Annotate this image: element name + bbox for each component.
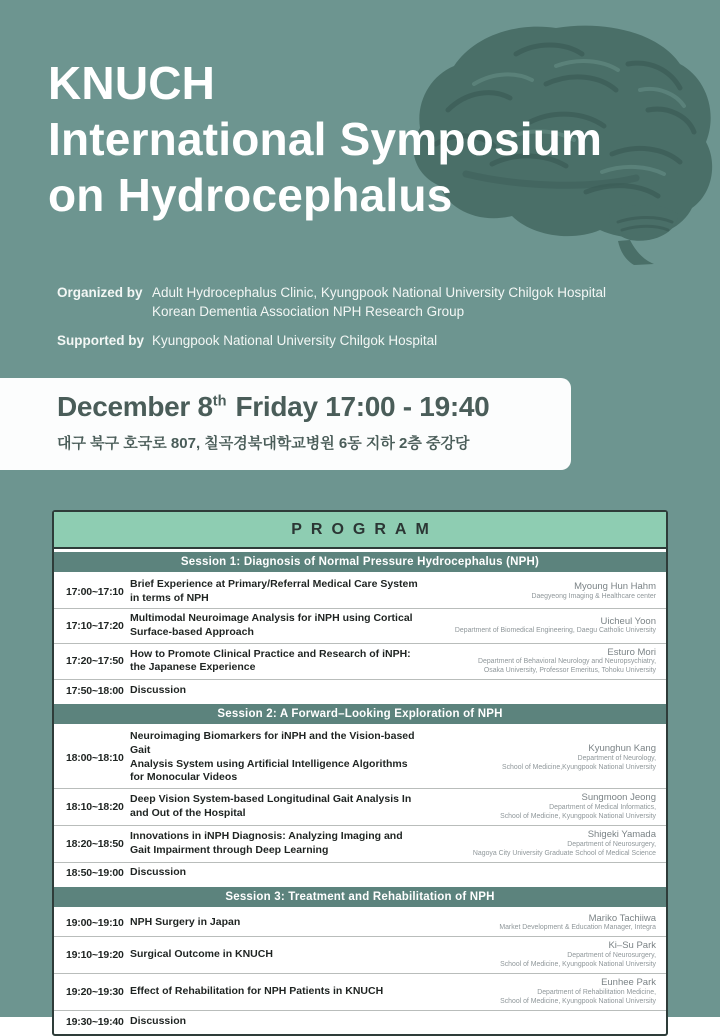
row-title-line: Discussion xyxy=(130,684,187,697)
row-time: 19:00~19:10 xyxy=(66,916,124,929)
affiliation-line: Department of Biomedical Engineering, Daegu Catholic University xyxy=(454,627,656,635)
program-row xyxy=(54,788,666,825)
affiliation-line: Department of Behavioral Neurology and Neuropsychiatry, xyxy=(478,658,656,666)
row-title-line: Surgical Outcome in KNUCH xyxy=(130,948,273,961)
affiliation-line: Osaka University, Professor Emeritus, Tohoku University xyxy=(483,667,656,675)
row-title xyxy=(130,1015,428,1029)
speaker-affiliation xyxy=(428,989,656,1007)
program-row xyxy=(54,608,666,642)
speaker-name: Mariko Tachiiwa xyxy=(588,912,656,924)
program-row xyxy=(54,973,666,1010)
row-time: 18:50~19:00 xyxy=(66,867,124,880)
speaker-affiliation xyxy=(428,841,656,859)
title-line: on Hydrocephalus xyxy=(48,169,453,222)
event-date xyxy=(57,391,571,423)
program-row xyxy=(54,936,666,973)
credit-entry xyxy=(57,332,606,351)
row-title-line: Discussion xyxy=(130,866,187,879)
speaker-name: Sungmoon Jeong xyxy=(581,791,656,803)
row-speaker xyxy=(428,616,656,637)
row-title-line: Discussion xyxy=(130,1014,187,1027)
affiliation-line: Department of Neurology, xyxy=(577,754,656,762)
event-info-band xyxy=(0,378,571,470)
speaker-name: Shigeki Yamada xyxy=(587,828,656,840)
session-header-3: Session 3: Treatment and Rehabilitation of NPH xyxy=(54,887,666,907)
credit-line: Korean Dementia Association NPH Research Group xyxy=(152,303,465,319)
program-row xyxy=(54,575,666,608)
row-title-line: Neuroimaging Biomarkers for iNPH and the Vision-based Gait xyxy=(130,730,415,757)
credit-lines xyxy=(152,284,606,321)
row-speaker xyxy=(428,581,656,602)
credit-label: Supported by xyxy=(57,333,144,349)
affiliation-line: Department of Rehabilitation Medicine, xyxy=(537,989,656,997)
session-header-1: Session 1: Diagnosis of Normal Pressure Hydrocephalus (NPH) xyxy=(54,552,666,572)
row-title-line: Multimodal Neuroimage Analysis for iNPH using Cortical Surface-based Approach xyxy=(130,612,413,638)
row-time: 19:10~19:20 xyxy=(66,949,124,962)
program-table xyxy=(52,510,668,1036)
row-time: 19:30~19:40 xyxy=(66,1015,124,1028)
program-row xyxy=(54,862,666,884)
title-line: International Symposium xyxy=(48,113,603,166)
speaker-affiliation xyxy=(428,952,656,970)
speaker-name: Kyunghun Kang xyxy=(588,742,656,754)
affiliation-line: School of Medicine, Kyungpook National University xyxy=(500,961,656,969)
credit-label: Organized by xyxy=(57,285,143,300)
speaker-name: Myoung Hun Hahm xyxy=(574,581,656,593)
row-speaker xyxy=(428,792,656,822)
event-date-prefix: December 8 xyxy=(57,391,213,422)
program-title: PROGRAM xyxy=(54,512,666,549)
row-title-line: Brief Experience at Primary/Referral Medical Care System in terms of NPH xyxy=(130,578,418,604)
row-time: 18:20~18:50 xyxy=(66,837,124,850)
row-title-line: How to Promote Clinical Practice and Research of iNPH: the Japanese Experience xyxy=(130,647,411,674)
speaker-name: Ki–Su Park xyxy=(608,940,656,952)
row-speaker xyxy=(428,743,656,773)
affiliation-line: Nagoya City University Graduate School of Medical Science xyxy=(472,849,656,857)
row-time: 18:10~18:20 xyxy=(66,800,124,813)
title-line: KNUCH xyxy=(48,57,216,109)
speaker-name: Esturo Mori xyxy=(607,646,656,658)
program-row xyxy=(54,679,666,701)
program-row xyxy=(54,910,666,937)
row-title xyxy=(130,916,428,930)
poster-title xyxy=(48,55,602,223)
row-time: 17:20~17:50 xyxy=(66,655,124,668)
speaker-affiliation xyxy=(428,627,656,636)
speaker-affiliation xyxy=(428,804,656,822)
row-time: 17:50~18:00 xyxy=(66,684,124,697)
affiliation-line: Department of Medical Informatics, xyxy=(549,803,656,811)
affiliation-line: Department of Neurosurgery, xyxy=(567,952,656,960)
row-title xyxy=(130,612,428,639)
credits xyxy=(57,284,606,362)
program-row xyxy=(54,643,666,680)
event-venue: 대구 북구 호국로 807, 칠곡경북대학교병원 6동 지하 2층 중강당 xyxy=(57,435,470,452)
credit-line: Kyungpook National University Chilgok Hospital xyxy=(152,333,438,349)
row-speaker xyxy=(428,829,656,859)
row-speaker xyxy=(428,647,656,677)
session-header-2: Session 2: A Forward–Looking Exploration of NPH xyxy=(54,704,666,724)
event-date-suffix: Friday 17:00 - 19:40 xyxy=(235,391,490,422)
row-speaker xyxy=(428,940,656,970)
speaker-name: Uicheul Yoon xyxy=(600,615,656,627)
affiliation-line: Market Development & Education Manager, Integra xyxy=(499,924,656,932)
speaker-affiliation xyxy=(428,924,656,933)
affiliation-line: School of Medicine,Kyungpook National University xyxy=(502,763,656,771)
row-time: 17:00~17:10 xyxy=(66,585,124,598)
affiliation-line: Department of Neurosurgery, xyxy=(567,840,656,848)
row-title xyxy=(130,866,428,880)
row-title xyxy=(130,985,428,999)
row-speaker xyxy=(428,913,656,934)
program-row xyxy=(54,727,666,788)
row-speaker xyxy=(428,977,656,1007)
speaker-affiliation xyxy=(428,755,656,773)
row-title xyxy=(130,730,428,785)
speaker-affiliation xyxy=(428,658,656,676)
row-title xyxy=(130,948,428,962)
speaker-name: Eunhee Park xyxy=(601,977,656,989)
row-title-line: Deep Vision System-based Longitudinal Gait Analysis In and Out of the Hospital xyxy=(130,793,412,819)
speaker-affiliation xyxy=(428,593,656,602)
row-title xyxy=(130,793,428,820)
affiliation-line: School of Medicine, Kyungpook National University xyxy=(500,812,656,820)
event-date-superscript: th xyxy=(212,393,227,410)
row-time: 17:10~17:20 xyxy=(66,619,124,632)
affiliation-line: Daegyeong Imaging & Healthcare center xyxy=(531,593,656,601)
row-title-line: Analysis System using Artificial Intelligence Algorithms for Monocular Videos xyxy=(130,757,408,784)
row-title-line: Effect of Rehabilitation for NPH Patients in KNUCH xyxy=(130,985,384,998)
row-time: 19:20~19:30 xyxy=(66,986,124,999)
credit-line: Adult Hydrocephalus Clinic, Kyungpook National University Chilgok Hospital xyxy=(152,285,606,300)
row-time: 18:00~18:10 xyxy=(66,751,124,764)
row-title xyxy=(130,830,428,857)
row-title-line: NPH Surgery in Japan xyxy=(130,916,241,929)
row-title xyxy=(130,578,428,605)
row-title-line: Innovations in iNPH Diagnosis: Analyzing Imaging and Gait Impairment through Deep Learning xyxy=(130,830,403,856)
row-title xyxy=(130,684,428,698)
affiliation-line: School of Medicine, Kyungpook National University xyxy=(500,998,656,1006)
program-row xyxy=(54,825,666,862)
program-body xyxy=(54,552,666,1032)
row-title xyxy=(130,648,428,675)
program-row xyxy=(54,1010,666,1032)
credit-entry xyxy=(57,284,606,321)
credit-lines xyxy=(152,332,437,351)
